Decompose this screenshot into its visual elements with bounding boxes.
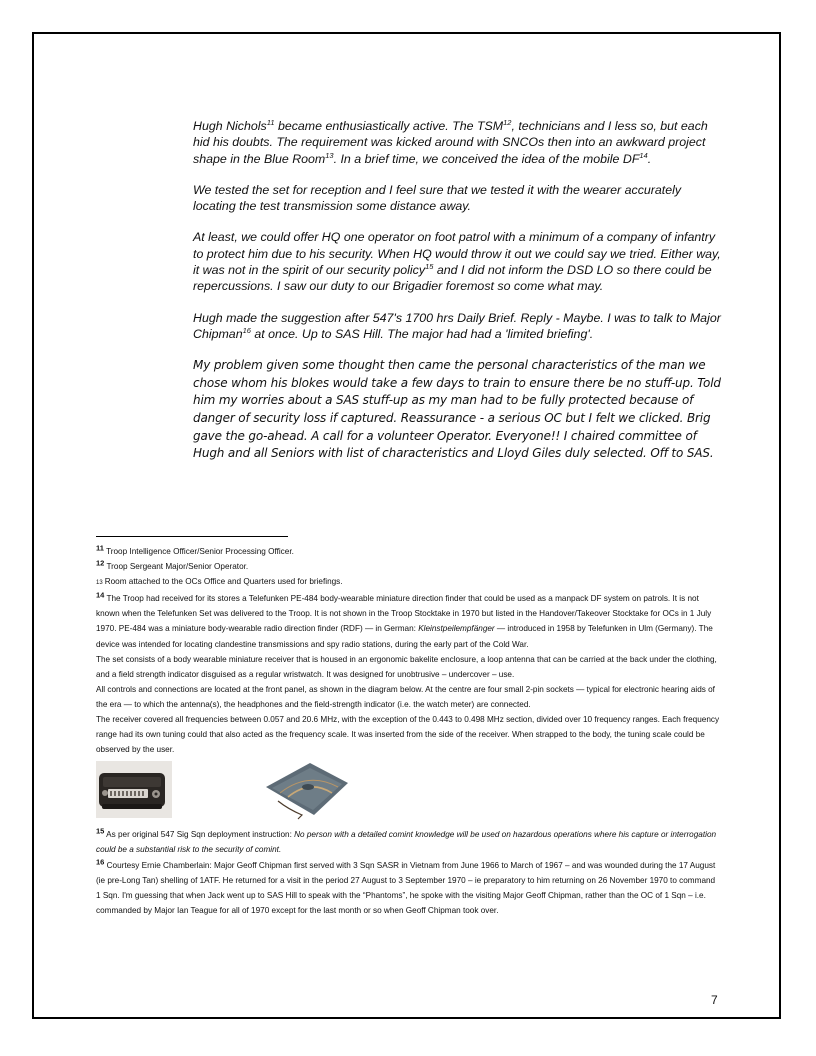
footnote-text: Troop Sergeant Major/Senior Operator. xyxy=(106,562,249,572)
footnote-text-italic: No person with a detailed comint knowledge will be used on hazardous operations where his capture or interrogation could be a substantial risk to the security of comint. xyxy=(96,830,717,855)
footnote-16 xyxy=(96,858,720,918)
footnote-15 xyxy=(96,827,720,857)
footnote-text: As per original 547 Sig Sqn deployment instruction: xyxy=(106,830,295,840)
footnote-14-para-3: All controls and connections are located at the front panel, as shown in the diagram below. At the centre are four small 2-pin sockets — typical for electronic hearing aids of the era — to which the antenna(s), the headphones and the field-strength indicator (i.e. the watch meter) are connected. xyxy=(96,684,715,709)
footnote-ref[interactable]: 11 xyxy=(266,117,275,127)
footnote-text: Courtesy Ernie Chamberlain: Major Geoff Chipman first served with 3 Sqn SASR in Vietnam from June 1966 to March of 1967 – and was wounded during the 17 August (ie pre-Long Tan) shelling of 1ATF. He returned for a visit in the period 27 August to 3 September 1970 – ie preparatory to him returning on 26 November 1970 to command 1 Sqn. I'm guessing that when Jack went up to SAS Hill to speak with the “Phantoms”, he spoke with the visiting Major Geoff Chipman, rather than the OC of 1 Sqn – i.e. commanded by Major Ian Teague for all of 1970 except for the last month or so when Geoff Chipman took over. xyxy=(96,860,716,915)
footnote-number: 13 xyxy=(96,580,103,587)
loop-antenna-photo xyxy=(258,757,354,823)
receiver-photo xyxy=(96,761,172,818)
footnote-text: Room attached to the OCs Office and Quarters used for briefings. xyxy=(104,577,343,587)
footnote-14-para-2: The set consists of a body wearable miniature receiver that is housed in an ergonomic bakelite enclosure, a loop antenna that can be carried at the back under the clothing, and a field strength indicator disguised as a regular wristwatch. It was designed for unobtrusive – undercover – use. xyxy=(96,654,717,679)
footnote-separator xyxy=(96,536,288,537)
paragraph-3 xyxy=(193,229,721,294)
paragraph-1 xyxy=(193,118,721,167)
footnote-number: 15 xyxy=(96,826,105,836)
footnotes xyxy=(96,544,720,918)
footnote-number: 16 xyxy=(96,856,105,866)
footnote-13 xyxy=(96,574,720,591)
footnote-14 xyxy=(96,591,720,651)
footnote-text: — introduced in 1958 by Telefunken in Ulm (Germany). The device was intended for locating clandestine transmissions and spy radio stations, during the early part of the Cold War. xyxy=(96,624,713,649)
text-run: . In a brief time, we conceived the idea of the mobile DF xyxy=(333,151,640,166)
paragraph-5: My problem given some thought then came the personal characteristics of the man we chose whom his blokes would take a few days to train to ensure there be no stuff-up. Told him my worries about a SAS stuff-up as my man had to be fully protected because of danger of security loss if captured. Reassurance - a serious OC but I felt we clicked. Brig gave the go-ahead. A call for a volunteer Operator. Everyone!! I chaired committee of Hugh and all Seniors with list of characteristics and Lloyd Giles duly selected. Off to SAS. xyxy=(193,358,721,461)
footnote-ref[interactable]: 13 xyxy=(325,150,334,160)
page-number: 7 xyxy=(711,993,718,1007)
footnote-text-italic: Kleinstpeilempfänger xyxy=(418,624,495,634)
text-run: , technicians and I less so, but each hid his doubts. The requirement was kicked around with SNCOs then into an awkward project shape in the Blue Room xyxy=(193,119,708,166)
text-run: At least, we could offer HQ one operator on foot patrol with a minimum of a company of infantry to protect him due to his security. When HQ would throw it out we could say we tried. Either way, it was not in the spirit of our security policy xyxy=(193,230,721,278)
text-run: and I did not inform the DSD LO so there could be repercussions. I saw our duty to our Brigadier foremost so come what may. xyxy=(193,263,712,294)
text-run: became enthusiastically active. The TSM xyxy=(274,119,504,133)
footnote-ref[interactable]: 15 xyxy=(425,261,434,271)
paragraph-2: We tested the set for reception and I feel sure that we tested it with the wearer accurately locating the test transmission some distance away. xyxy=(193,182,682,214)
body-text xyxy=(193,118,721,478)
footnote-ref[interactable]: 14 xyxy=(639,150,648,160)
footnote-12 xyxy=(96,559,720,574)
text-run: Hugh made the suggestion after 547's 1700 hrs Daily Brief. Reply - Maybe. I was to talk to Major Chipman xyxy=(193,310,721,341)
footnote-11 xyxy=(96,544,720,559)
footnote-ref[interactable]: 12 xyxy=(503,117,512,127)
footnote-number: 12 xyxy=(96,558,105,568)
footnote-number: 11 xyxy=(96,543,104,553)
footnote-14-para-4: The receiver covered all frequencies between 0.057 and 20.6 MHz, with the exception of the 0.443 to 0.498 MHz section, divided over 10 frequency ranges. Each frequency range had its own tuning could that also acted as the frequency scale. It was inserted from the side of the receiver. When strapped to the body, the tuning scale could be observed by the user. xyxy=(96,715,720,755)
footnote-ref[interactable]: 16 xyxy=(242,325,251,335)
footnote-text: Troop Intelligence Officer/Senior Processing Officer. xyxy=(106,547,294,556)
text-run: . xyxy=(647,151,652,166)
text-run: at once. Up to SAS Hill. The major had had a 'limited briefing'. xyxy=(250,326,594,341)
footnote-number: 14 xyxy=(96,590,105,600)
footnote-images xyxy=(96,761,720,825)
text-run: Hugh Nichols xyxy=(193,119,267,133)
paragraph-4 xyxy=(193,310,721,343)
footnote-text: The Troop had received for its stores a Telefunken PE-484 body-wearable miniature direction finder that could be used as a manpack DF system on patrols. It is not known when the Telefunken Set was delivered to the Troop. It is not shown in the Troop Stocktake in 1970 but listed in the Handover/Takeover Stocktake for OCs in 1 July 1970. PE-484 was a miniature body-wearable radio direction finder (RDF) — in German: xyxy=(96,594,712,634)
